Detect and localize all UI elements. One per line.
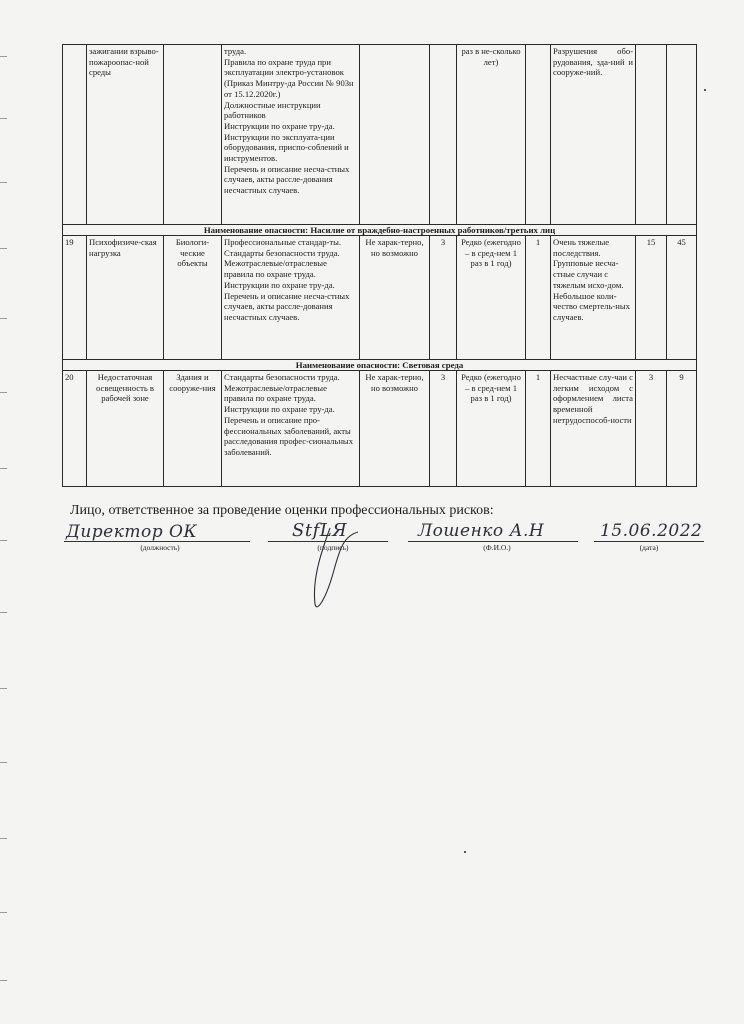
- name-line: [408, 541, 578, 542]
- table-row-continued: [63, 45, 697, 225]
- hazard-header-row: [63, 225, 697, 236]
- cell-score: 15: [636, 236, 667, 360]
- cell-severity: 1: [526, 236, 551, 360]
- cell-risk: 45: [667, 236, 697, 360]
- table-row: [63, 236, 697, 360]
- signature-line: [268, 541, 388, 542]
- table-row: [63, 371, 697, 487]
- cell-docs: Профессиональные стандар-ты. Стандарты безопасности труда. Межотраслевые/отраслевые правила по охране труда. Инструкции по охране тру-да. Перечень и описание несча-стных случаев, акты рассле-дования несчастных случаев.: [222, 236, 360, 360]
- cell-docs: Стандарты безопасности труда. Межотраслевые/отраслевые правила по охране труда. Инструкции по охране тру-да. Перечень и описание про-фессиональных заболеваний, акты расследования профес-сиональных заболеваний.: [222, 371, 360, 487]
- cell-num: [63, 45, 87, 225]
- cell-num: 19: [63, 236, 87, 360]
- cell-consequences: Разрушения обо-рудования, зда-ний и сооруже-ний.: [551, 45, 636, 225]
- cell-severity: [526, 45, 551, 225]
- cell-probability: 3: [430, 236, 457, 360]
- position-handwritten: Директор ОК: [66, 522, 198, 542]
- date-line: [594, 541, 704, 542]
- cell-character: Не харак-терно, но возможно: [360, 236, 430, 360]
- position-line: [64, 541, 250, 542]
- cell-docs: труда. Правила по охране труда при эксплуатации электро-установок (Приказ Минтру-да России № 903н от 15.12.2020г.) Должностные инструкции работников Инструкции по охране тру-да. Инструкции по эксплуата-ции оборудования, приспо-соблений и инструментов. Перечень и описание несча-стных случаев, акты рассле-дования несчастных случаев.: [222, 45, 360, 225]
- hazard-title: Наименование опасности: Насилие от враждебно-настроенных работников/третьих лиц: [63, 225, 697, 236]
- signature-scribble: [300, 524, 370, 614]
- name-caption: (Ф.И.О.): [483, 543, 511, 552]
- scan-speck: [704, 89, 706, 91]
- cell-num: 20: [63, 371, 87, 487]
- cell-consequences: Очень тяжелые последствия. Групповые несча-стные случаи с тяжелым исхо-дом. Небольшое коли-чество смертель-ных случаев.: [551, 236, 636, 360]
- cell-object: Биологи-ческие объекты: [164, 236, 222, 360]
- signature-handwritten: StfLЯ: [292, 520, 348, 541]
- cell-score: 3: [636, 371, 667, 487]
- hazard-header-row: [63, 360, 697, 371]
- scan-speck: [464, 851, 466, 853]
- cell-consequences: Несчастные слу-чаи с легким исходом с оформлением листа временной нетрудоспособ-ности: [551, 371, 636, 487]
- responsible-person-statement: Лицо, ответственное за проведение оценки профессиональных рисков:: [70, 503, 494, 518]
- cell-frequency: Редко (ежегодно – в сред-нем 1 раз в 1 год): [457, 371, 526, 487]
- cell-character: [360, 45, 430, 225]
- date-caption: (дата): [639, 543, 659, 552]
- hazard-title: Наименование опасности: Световая среда: [63, 360, 697, 371]
- risk-assessment-table: [62, 44, 697, 487]
- cell-danger: зажигании взрыво-пожароопас-ной среды: [87, 45, 164, 225]
- cell-frequency: раз в не-сколько лет): [457, 45, 526, 225]
- name-handwritten: Лошенко А.Н: [418, 521, 545, 541]
- cell-severity: 1: [526, 371, 551, 487]
- signature-caption: (подпись): [317, 543, 349, 552]
- cell-score: [636, 45, 667, 225]
- cell-danger: Психофизиче-ская нагрузка: [87, 236, 164, 360]
- cell-danger: Недостаточная освещенность в рабочей зоне: [87, 371, 164, 487]
- date-handwritten: 15.06.2022: [600, 521, 703, 541]
- cell-frequency: Редко (ежегодно – в сред-нем 1 раз в 1 год): [457, 236, 526, 360]
- cell-probability: 3: [430, 371, 457, 487]
- cell-character: Не харак-терно, но возможно: [360, 371, 430, 487]
- cell-object: Здания и сооруже-ния: [164, 371, 222, 487]
- position-caption: (должность): [140, 543, 180, 552]
- cell-risk: [667, 45, 697, 225]
- cell-risk: 9: [667, 371, 697, 487]
- scan-edge-marks: [0, 0, 10, 1024]
- cell-probability: [430, 45, 457, 225]
- cell-object: [164, 45, 222, 225]
